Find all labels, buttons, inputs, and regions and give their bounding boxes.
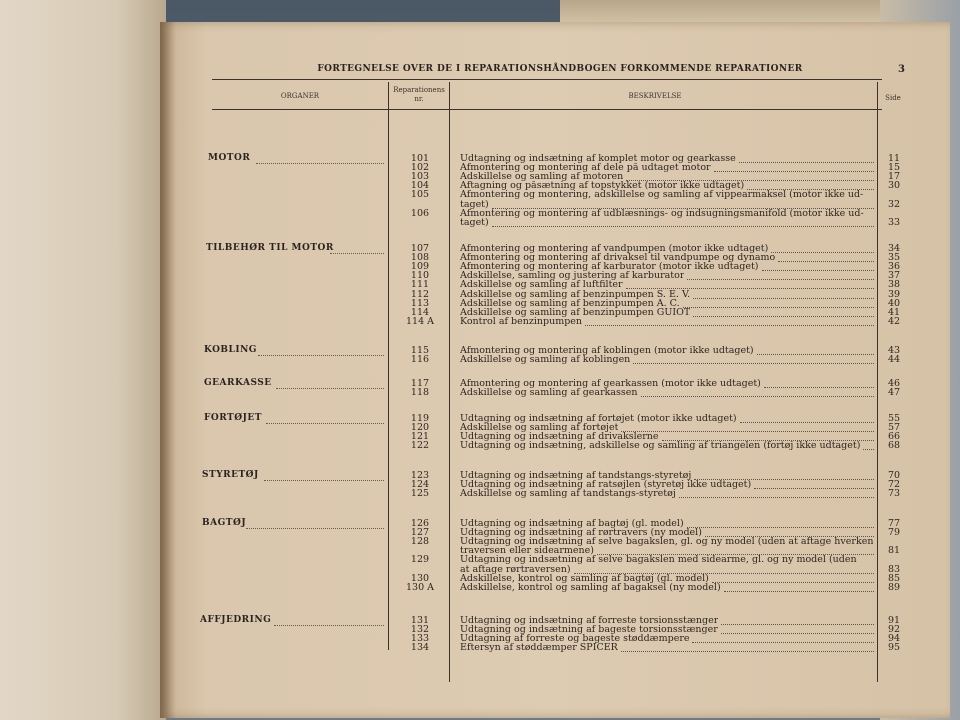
leader-dots [492,200,874,209]
repair-number: 132 [410,624,430,636]
section-heading: TILBEHØR TIL MOTOR [206,243,334,253]
repair-description: Afmontering og montering af karburator (motor ikke udtaget) [460,262,759,272]
page-reference: 73 [887,488,901,500]
header-beskrivelse: BESKRIVELSE [628,92,682,100]
repair-description: Udtagning og indsætning af bageste torsionsstænger [460,625,718,635]
header-side: Side [885,94,901,102]
leader-dots [633,355,874,364]
repair-description: Adskillelse og samling af tandstangs-styretøj [460,489,676,499]
page-reference: 42 [887,315,901,327]
page-reference: 46 [887,378,901,389]
repair-number: 115 [410,345,430,356]
leader-dots [693,308,874,317]
header-bottom-rule [212,109,882,110]
repair-description: Adskillelse og samling af benzinpumpen A. C. [460,298,680,309]
repair-number: 130 A [405,581,434,593]
repair-description-cont: traversen eller sidearmene) [460,545,594,557]
page-reference: 77 [887,518,901,529]
leader-dots [574,565,874,574]
leader-dots [705,528,874,537]
leader-dots [621,643,874,652]
repair-number: 109 [410,261,430,273]
repair-description: Udtagning og indsætning af ratsøjlen (styretøj ikke udtaget) [460,480,752,490]
repair-description: Adskillelse og samling af fortøjet [460,423,619,433]
left-page [0,0,166,720]
repair-description: Udtagning og indsætning af tandstangs-styretøj [460,471,692,481]
page-reference: 81 [887,545,901,557]
repair-description-cont: taget) [460,198,489,210]
repair-description: Udtagning af forreste og bageste støddæmpere [460,634,690,644]
leader-dots [740,414,874,423]
repair-description: Udtagning og indsætning af bagtøj (gl. model) [460,519,684,529]
repair-description: Adskillelse, kontrol og samling af bagtøj (gl. model) [460,573,709,584]
repair-number: 110 [410,270,430,282]
repair-number: 123 [410,470,430,481]
page-reference: 44 [887,354,901,366]
repair-number: 117 [410,378,430,389]
leader-dots [641,388,874,397]
repair-description: Afmontering og montering af dele på udtaget motor [460,163,711,173]
section-leader-dots [266,411,384,424]
repair-description: Udtagning og indsætning af forreste torsionsstænger [460,616,719,626]
page-reference: 33 [887,216,901,228]
section-leader-dots [264,468,384,481]
section-leader-dots [256,151,384,164]
leader-dots [739,154,874,163]
section-leader-dots [274,613,384,626]
page-reference: 36 [887,261,901,273]
repair-number: 102 [410,162,430,174]
repair-description: Udtagning og indsætning af rørtravers (ny model) [460,528,702,538]
book-page [160,22,950,718]
repair-description: Udtagning og indsætning af selve bagakslen med sidearme, gl. og ny model (uden [460,555,857,565]
leader-dots [721,616,874,625]
page-reference: 38 [887,279,901,291]
repair-number: 111 [410,279,430,291]
page-reference: 83 [887,563,901,575]
page-reference: 94 [887,633,901,645]
page-number: 3 [898,64,905,75]
section-heading: GEARKASSE [204,378,272,388]
leader-dots [683,299,874,308]
section-heading: BAGTØJ [202,518,247,528]
page-reference: 43 [887,345,901,356]
page-reference: 72 [887,479,901,491]
leader-dots [692,634,874,643]
repair-description: Adskillelse, samling og justering af karburator [460,271,685,281]
section-leader-dots [330,241,384,254]
page-reference: 34 [887,243,901,254]
page-reference: 39 [887,288,901,300]
repair-description: Adskillelse og samling af luftfilter [460,280,623,290]
repair-number: 114 A [405,315,434,327]
page-reference: 17 [887,171,901,183]
repair-number: 120 [410,422,430,434]
leader-dots [492,218,874,227]
header-rep-nr-line2: nr. [414,95,424,103]
page-reference: 66 [887,431,901,443]
leader-dots [747,181,874,190]
section-leader-dots [258,343,384,356]
page-reference: 30 [887,180,901,192]
leader-dots [687,519,874,528]
repair-description-cont: at aftage rørtraversen) [460,563,571,575]
page-gutter-shadow [160,22,176,718]
page-reference: 95 [887,642,901,654]
repair-number: 126 [410,518,430,529]
leader-dots [626,172,874,181]
repair-description: Udtagning og indsætning af selve bagakslen, gl. og ny model (uden at aftage hverken [460,537,874,547]
repair-description: Aftagning og påsætning af topstykket (motor ikke udtaget) [460,181,745,191]
section-heading: FORTØJET [204,413,262,423]
repair-description: Adskillelse og samling af gearkassen [460,388,638,398]
section-heading: STYRETØJ [202,470,259,480]
repair-description: Adskillelse, kontrol og samling af bagaksel (ny model) [460,582,721,593]
repair-number: 108 [410,252,430,264]
repair-description: Afmontering og montering af vandpumpen (motor ikke udtaget) [460,244,769,254]
page-reference: 70 [887,470,901,481]
header-organer: ORGANER [280,92,320,100]
repair-description: Adskillelse og samling af benzinpumpen GUIOT [460,307,691,318]
page-reference: 41 [887,306,901,318]
repair-description: Udtagning og indsætning af komplet motor og gearkasse [460,154,736,164]
leader-dots [679,489,874,498]
leader-dots [626,280,874,289]
repair-description: Afmontering og montering af udblæsnings- og indsugningsmanifold (motor ikke ud- [460,208,864,219]
leader-dots [687,271,874,280]
repair-description: Adskillelse og samling af motoren [460,172,624,182]
repair-number: 106 [410,207,430,219]
repair-number: 103 [410,171,430,183]
repair-description: Eftersyn af støddæmper SPICER [460,643,618,653]
page-reference: 32 [887,198,901,210]
repair-number: 104 [410,180,430,192]
page-reference: 47 [887,387,901,399]
repair-description: Udtagning og indsætning af drivakslerne [460,432,659,442]
repair-description: Udtagning og indsætning, adskillelse og samling af triangelen (fortøj ikke udtaget) [460,441,861,451]
leader-dots [762,262,874,271]
repair-number: 105 [410,189,430,201]
leader-dots [724,583,874,592]
leader-dots [714,163,874,172]
repair-number: 128 [410,536,430,548]
repair-description: Kontrol af benzinpumpen [460,316,583,327]
leader-dots [585,317,874,326]
section-heading: MOTOR [208,153,251,163]
leader-dots [757,346,874,355]
leader-dots [712,574,874,583]
repair-number: 131 [410,615,430,626]
leader-dots [863,441,874,450]
repair-number: 125 [410,488,430,500]
repair-number: 121 [410,431,430,443]
column-rule-3 [877,82,878,682]
page-reference: 40 [887,297,901,309]
page-reference: 11 [887,153,901,164]
column-rule-2 [449,82,450,682]
page-title: FORTEGNELSE OVER DE I REPARATIONSHÅNDBOGEN FORKOMMENDE REPARATIONER [317,64,803,74]
page-reference: 85 [887,572,901,584]
repair-number: 134 [410,642,430,654]
leader-dots [721,625,874,634]
repair-description: Afmontering og montering af koblingen (motor ikke udtaget) [460,346,754,356]
page-reference: 91 [887,615,901,626]
repair-description: Adskillelse og samling af koblingen [460,355,631,365]
repair-number: 114 [410,306,430,318]
repair-description: Adskillelse og samling af benzinpumpen S. E. V. [460,289,691,299]
repair-number: 133 [410,633,430,645]
repair-number: 119 [410,413,430,424]
leader-dots [662,432,874,441]
repair-number: 130 [410,572,430,584]
repair-number: 101 [410,153,430,164]
page-reference: 55 [887,413,901,424]
leader-dots [754,480,874,489]
leader-dots [764,379,874,388]
leader-dots [778,253,874,262]
page-reference: 68 [887,440,901,452]
header-rep-nr-line1: Reparationens [393,86,445,94]
repair-number: 129 [410,554,430,566]
section-heading: AFFJEDRING [200,615,272,625]
repair-number: 112 [410,288,430,300]
repair-description-cont: taget) [460,216,489,228]
repair-number: 118 [410,387,430,399]
leader-dots [771,244,874,253]
repair-number: 107 [410,243,430,254]
repair-number: 116 [410,354,430,366]
page-reference: 79 [887,527,901,539]
repair-number: 127 [410,527,430,539]
repair-description: Afmontering og montering af drivaksel til vandpumpe og dynamo [460,253,776,263]
page-reference: 35 [887,252,901,264]
repair-number: 122 [410,440,430,452]
page-reference: 89 [887,581,901,593]
repair-number: 124 [410,479,430,491]
repair-number: 113 [410,297,430,309]
leader-dots [597,546,874,555]
section-leader-dots [246,516,384,529]
leader-dots [694,471,874,480]
table-top-rule [212,79,882,80]
section-heading: KOBLING [204,345,257,355]
page-reference: 15 [887,162,901,174]
repair-description: Afmontering og montering, adskillelse og samling af vippearmaksel (motor ikke ud- [460,190,864,200]
column-rule-1 [388,82,389,650]
leader-dots [693,290,874,299]
repair-description: Afmontering og montering af gearkassen (motor ikke udtaget) [460,379,761,389]
page-reference: 57 [887,422,901,434]
page-reference: 92 [887,624,901,636]
section-leader-dots [276,376,384,389]
leader-dots [621,423,874,432]
page-reference: 37 [887,270,901,282]
repair-description: Udtagning og indsætning af fortøjet (motor ikke udtaget) [460,414,737,424]
